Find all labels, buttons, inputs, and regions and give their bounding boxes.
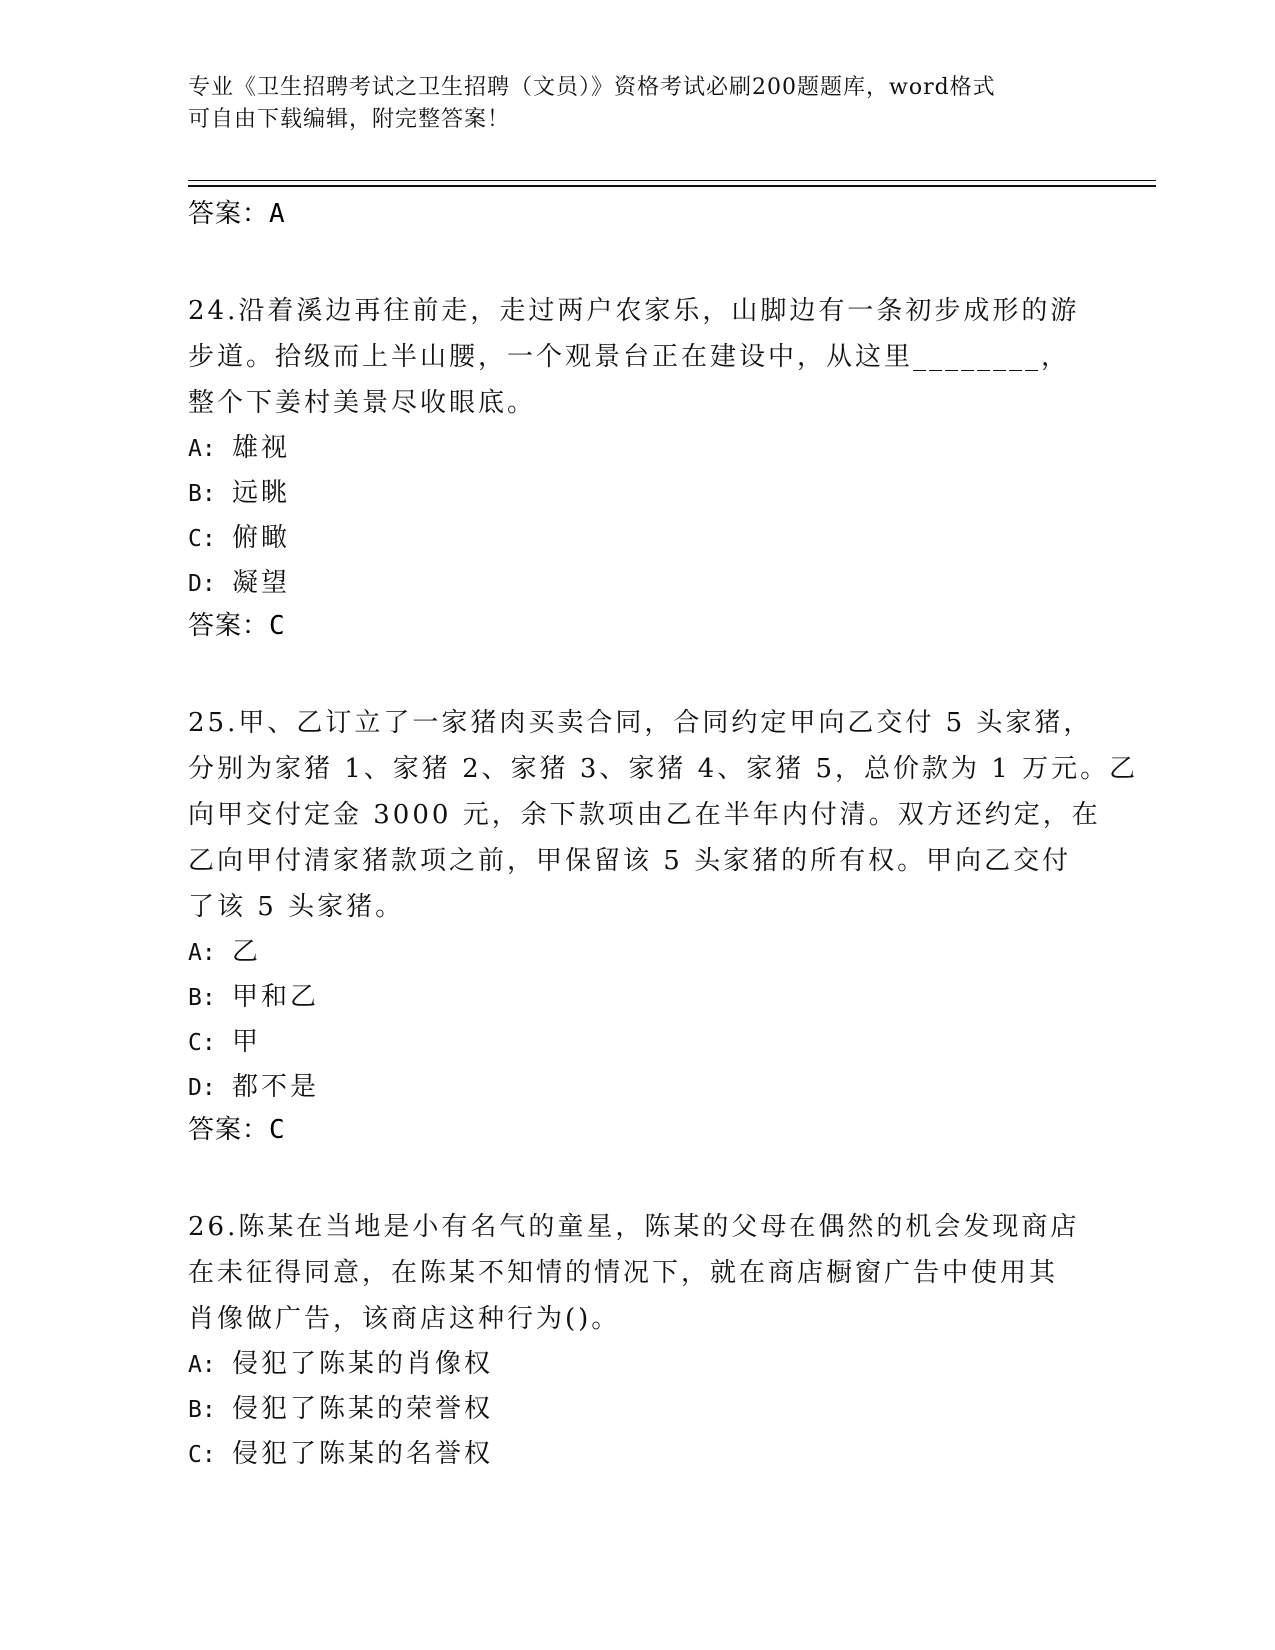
option-b <box>188 471 1088 516</box>
option-key: B: <box>188 481 216 507</box>
option-key: B: <box>188 1397 216 1423</box>
question-text <box>188 1204 1088 1342</box>
document-header <box>188 72 1088 136</box>
option-text: 乙 <box>232 937 262 967</box>
option-text: 甲和乙 <box>232 982 320 1012</box>
option-key: C: <box>188 526 216 552</box>
spacer <box>188 646 1088 700</box>
option-text: 凝望 <box>232 568 291 598</box>
option-c <box>188 1432 1088 1477</box>
answer-label: 答案： <box>188 199 270 229</box>
question-list <box>188 194 1139 1477</box>
option-key: C: <box>188 1442 216 1468</box>
option-c <box>188 1020 1088 1065</box>
option-key: C: <box>188 1030 216 1056</box>
option-key: A: <box>188 1352 216 1378</box>
question-line: 步道。拾级而上半山腰，一个观景台正在建设中，从这里________， <box>188 342 1071 372</box>
option-text: 都不是 <box>232 1072 320 1102</box>
header-divider-thick <box>188 185 1156 187</box>
answer-label: 答案： <box>188 1115 270 1145</box>
question-text <box>188 288 1088 426</box>
option-key: B: <box>188 985 216 1011</box>
spacer <box>188 234 1088 288</box>
answer-value: C <box>269 611 286 641</box>
question-line: 24.沿着溪边再往前走，走过两户农家乐，山脚边有一条初步成形的游 <box>188 296 1080 326</box>
question-line: 整个下姜村美景尽收眼底。 <box>188 388 537 418</box>
answer-line-q25 <box>188 1110 1088 1150</box>
question-text <box>188 700 1139 930</box>
answer-value: C <box>269 1115 286 1145</box>
answer-line-q23 <box>188 194 1088 234</box>
option-text: 侵犯了陈某的肖像权 <box>232 1349 494 1379</box>
option-key: A: <box>188 940 216 966</box>
option-text: 甲 <box>232 1027 262 1057</box>
question-line: 了该 5 头家猪。 <box>188 892 405 922</box>
answer-label: 答案： <box>188 611 270 641</box>
header-divider-thin <box>188 180 1156 181</box>
option-b <box>188 1387 1088 1432</box>
option-d <box>188 1065 1088 1110</box>
option-key: D: <box>188 571 216 597</box>
option-c <box>188 516 1088 561</box>
question-25 <box>188 700 1139 1150</box>
option-key: D: <box>188 1075 216 1101</box>
option-a <box>188 1342 1088 1387</box>
header-title-line-2: 可自由下载编辑，附完整答案！ <box>188 107 511 132</box>
option-text: 雄视 <box>232 433 291 463</box>
spacer <box>188 1150 1088 1204</box>
answer-value: A <box>269 199 286 229</box>
question-line: 在未征得同意，在陈某不知情的情况下，就在商店橱窗广告中使用其 <box>188 1258 1059 1288</box>
option-b <box>188 975 1088 1020</box>
option-text: 侵犯了陈某的名誉权 <box>232 1439 494 1469</box>
question-26 <box>188 1204 1088 1477</box>
option-text: 侵犯了陈某的荣誉权 <box>232 1394 494 1424</box>
option-text: 远眺 <box>232 478 291 508</box>
header-title-line-1: 专业《卫生招聘考试之卫生招聘（文员）》资格考试必刷200题题库，word格式 <box>188 75 996 100</box>
question-line: 乙向甲付清家猪款项之前，甲保留该 5 头家猪的所有权。甲向乙交付 <box>188 846 1072 876</box>
option-a <box>188 426 1088 471</box>
question-line: 向甲交付定金 3000 元，余下款项由乙在半年内付清。双方还约定，在 <box>188 800 1101 830</box>
question-line: 25.甲、乙订立了一家猪肉买卖合同，合同约定甲向乙交付 5 头家猪， <box>188 708 1093 738</box>
question-line: 26.陈某在当地是小有名气的童星，陈某的父母在偶然的机会发现商店 <box>188 1212 1080 1242</box>
question-line: 分别为家猪 1、家猪 2、家猪 3、家猪 4、家猪 5，总价款为 1 万元。乙 <box>188 754 1139 784</box>
option-d <box>188 561 1088 606</box>
option-text: 俯瞰 <box>232 523 291 553</box>
question-line: 肖像做广告，该商店这种行为()。 <box>188 1304 621 1334</box>
answer-line-q24 <box>188 606 1088 646</box>
option-a <box>188 930 1088 975</box>
question-24 <box>188 288 1088 646</box>
option-key: A: <box>188 436 216 462</box>
